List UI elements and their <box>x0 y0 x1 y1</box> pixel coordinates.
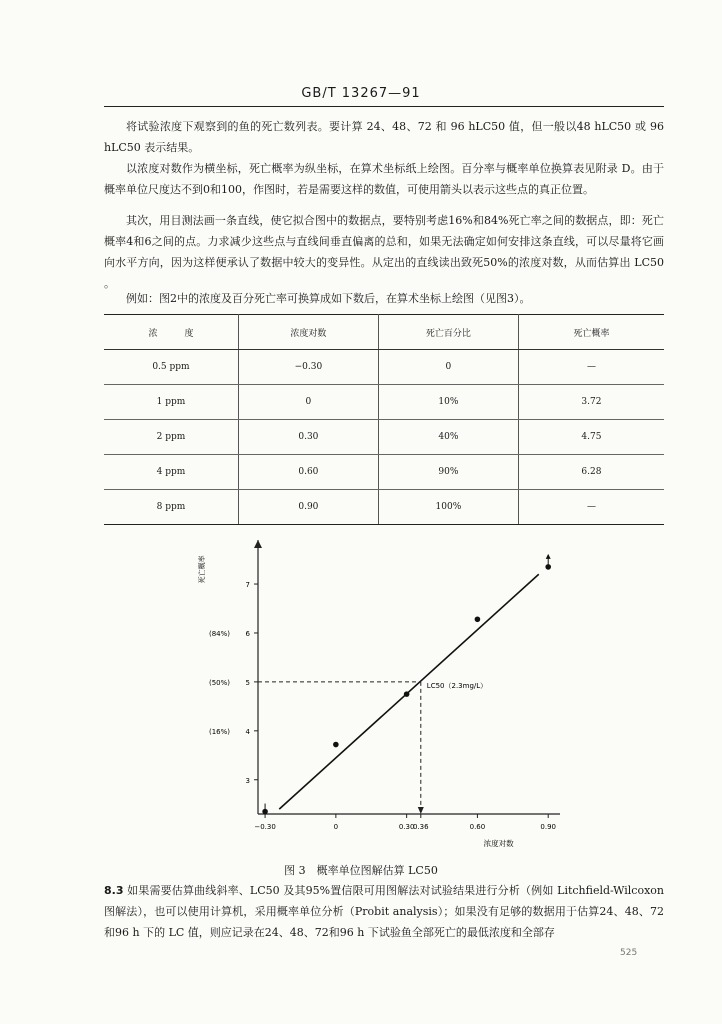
table-cell: 90% <box>378 455 518 490</box>
table-cell: 6.28 <box>518 455 664 490</box>
table-row <box>104 455 664 490</box>
y-percent-label: (84%) <box>208 629 230 638</box>
conversion-table <box>104 314 664 525</box>
table-cell: 8 ppm <box>104 490 238 525</box>
data-point <box>475 616 481 622</box>
table-row <box>104 385 664 420</box>
column-header: 死亡百分比 <box>378 315 518 350</box>
figure-caption: 图 3 概率单位图解估算 LC50 <box>284 864 438 877</box>
table-row <box>104 350 664 385</box>
y-tick-label: 7 <box>245 581 250 590</box>
table-cell: 0.5 ppm <box>104 350 238 385</box>
table-cell: 1 ppm <box>104 385 238 420</box>
table-cell: 40% <box>378 420 518 455</box>
x-tick-label: 0.90 <box>540 823 556 831</box>
table-cell: 2 ppm <box>104 420 238 455</box>
y-tick-label: 6 <box>245 629 250 638</box>
header-rule <box>104 106 664 107</box>
y-percent-label: (50%) <box>208 678 230 687</box>
y-axis-title: 死亡概率 <box>198 555 206 584</box>
y-tick-label: 4 <box>245 727 250 736</box>
table-cell: 4.75 <box>518 420 664 455</box>
section-text: 如果需要估算曲线斜率、LC50 及其95%置信限可用图解法对试验结果进行分析（例如 Litchfield-Wilcoxon 图解法），也可以使用计算机，采用概率单位分析（Probit analysis）；如果没有足够的数据用于估算24、48、72和96 h 下的 LC 值，则应记录在24、48、72和96 h 下试验鱼全部死亡的最低浓度和全部存 <box>104 884 664 939</box>
table-cell: 0.30 <box>238 420 378 455</box>
paragraph-example: 例如：图2中的浓度及百分死亡率可换算成如下数后，在算术坐标上绘图（见图3）。 <box>126 292 531 305</box>
table-cell: 0 <box>378 350 518 385</box>
column-header: 死亡概率 <box>518 315 664 350</box>
x-tick-label: 0.30 <box>398 823 415 831</box>
page-number: 525 <box>620 948 638 958</box>
paragraph-fit-line: 其次，用目测法画一条直线，使它拟合图中的数据点，要特别考虑16%和84%死亡率之间的数据点，即：死亡概率4和6之间的点。力求减少这些点与直线间垂直偏离的总和，如果无法确定如何安排这条直线，可以尽量将它画向水平方向，因为这样便承认了数据中较大的变异性。从定出的直线读出致死50%的浓度对数，从而估算出 LC50 。 <box>104 214 664 290</box>
x-tick-label: 0.36 <box>413 823 429 831</box>
table-cell: 100% <box>378 490 518 525</box>
paragraph-results: 将试验浓度下观察到的鱼的死亡数列表。要计算 24、48、72 和 96 hLC50 值，但一般以48 hLC50 或 96 hLC50 表示结果。 <box>104 120 664 154</box>
table-cell: 0 <box>238 385 378 420</box>
x-tick-label: 0 <box>333 823 339 831</box>
table-cell: 10% <box>378 385 518 420</box>
table-header-row <box>104 315 664 350</box>
column-header: 浓度对数 <box>238 315 378 350</box>
probit-chart <box>180 530 580 860</box>
y-tick-label: 5 <box>245 678 250 687</box>
table-cell: — <box>518 490 664 525</box>
table-cell: −0.30 <box>238 350 378 385</box>
lc50-label: LC50（2.3mg/L） <box>426 681 488 690</box>
standard-header: GB/T 13267—91 <box>301 86 421 101</box>
x-tick-label: 0.60 <box>469 823 486 831</box>
paragraph-plotting: 以浓度对数作为横坐标，死亡概率为纵坐标，在算术坐标纸上绘图。百分率与概率单位换算表见附录 D。由于概率单位尺度达不到0和100，作图时，若是需要这样的数值，可使用箭头以表示这些点的真正位置。 <box>104 162 664 196</box>
table-cell: 0.60 <box>238 455 378 490</box>
lc50-arrowhead <box>418 807 424 814</box>
point-arrowhead <box>546 554 551 559</box>
section-number: 8.3 <box>104 884 124 897</box>
fit-line <box>279 574 539 809</box>
y-percent-label: (16%) <box>208 727 230 736</box>
x-tick-label: −0.30 <box>254 823 276 831</box>
x-axis-title: 浓度对数 <box>483 839 514 848</box>
data-point <box>333 742 339 748</box>
y-tick-label: 3 <box>245 776 250 785</box>
data-point <box>404 691 410 697</box>
table-row <box>104 490 664 525</box>
column-header: 浓 度 <box>104 315 238 350</box>
table-cell: 3.72 <box>518 385 664 420</box>
table-cell: — <box>518 350 664 385</box>
table-row <box>104 420 664 455</box>
table-cell: 0.90 <box>238 490 378 525</box>
paragraph-section-8-3 <box>104 880 664 943</box>
y-axis-arrowhead <box>254 540 262 548</box>
table-cell: 4 ppm <box>104 455 238 490</box>
